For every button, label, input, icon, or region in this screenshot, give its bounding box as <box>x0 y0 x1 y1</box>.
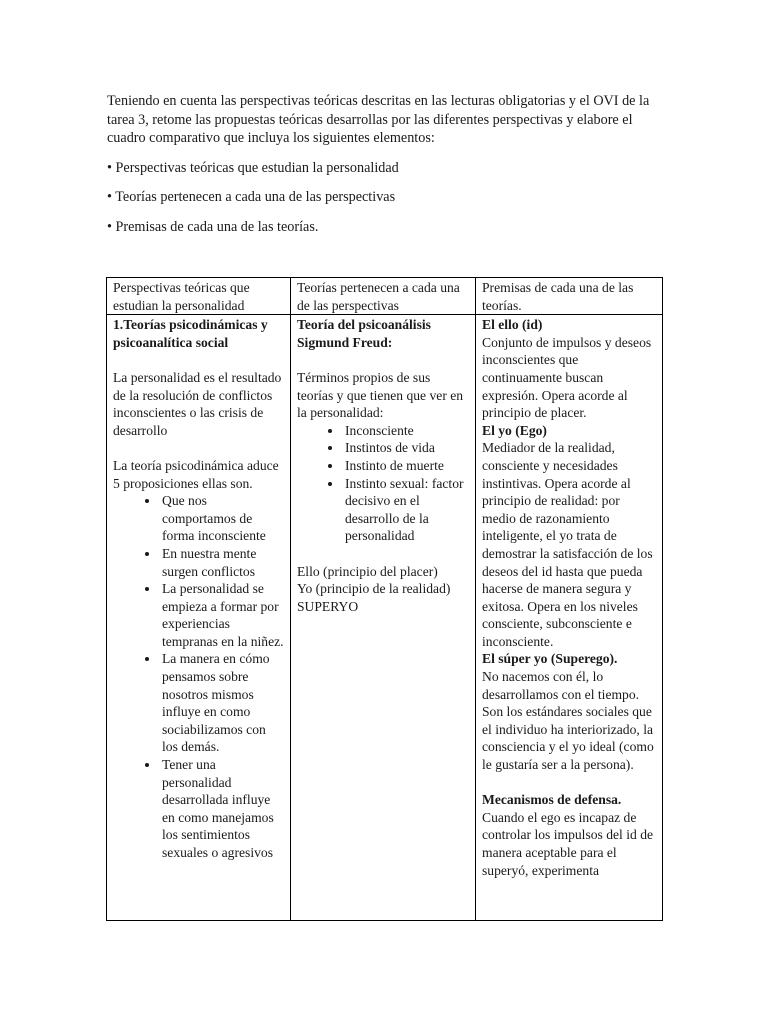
list-item: • En nuestra mente surgen conflictos <box>160 545 284 580</box>
premise-text: Conjunto de impulsos y deseos inconscientes que continuamente buscan expresión. Opera acorde al principio de placer. <box>482 334 652 421</box>
premise-text: Cuando el ego es incapaz de controlar los impulsos del id de manera aceptable para el superyó, experimenta <box>482 809 654 878</box>
header-cell: Premisas de cada una de las teorías. <box>476 278 663 315</box>
premise-heading: El súper yo (Superego). <box>482 651 618 667</box>
intro-bullet: • Premisas de cada una de las teorías. <box>107 218 319 235</box>
superyo-line: SUPERYO <box>297 598 359 614</box>
perspective-intro: La teoría psicodinámica aduce 5 proposiciones ellas son. <box>113 457 279 491</box>
header-cell: Teorías pertenecen a cada una de las perspectivas <box>291 278 476 315</box>
list-item: • Tener una personalidad desarrollada influye en como manejamos los sentimientos sexuales o agresivos <box>160 756 284 862</box>
table-header-row <box>107 278 663 315</box>
ello-line: Ello (principio del placer) <box>297 563 438 579</box>
instructions <box>107 92 667 236</box>
intro-bullet: • Perspectivas teóricas que estudian la personalidad <box>107 159 399 176</box>
header-cell: Perspectivas teóricas que estudian la personalidad <box>107 278 291 315</box>
theory-title: Teoría del psicoanálisis Sigmund Freud: <box>297 317 431 350</box>
perspective-cell <box>107 315 291 921</box>
intro-bullet: • Teorías pertenecen a cada una de las perspectivas <box>107 189 396 205</box>
premise-text: Mediador de la realidad, consciente y necesidades instintivas. Opera acorde al principio de realidad: por medio de razonamiento inteligente, el yo trata de demostrar la satisfacción de los deseos del id hasta que pueda hacerse de manera segura y exitosa. Opera en los niveles consciente, subconsciente e inconsciente. <box>482 440 653 649</box>
list-item: • La personalidad se empieza a formar por experiencias tempranas en la niñez. <box>160 580 284 650</box>
terms-list <box>297 422 469 545</box>
theory-cell <box>291 315 476 921</box>
premise-heading: El ello (id) <box>482 317 543 333</box>
list-item: • La manera en cómo pensamos sobre nosotros mismos influye en como sociabilizamos con los demás. <box>160 650 284 756</box>
premise-heading: Mecanismos de defensa. <box>482 792 622 808</box>
list-item: • Instinto de muerte <box>343 457 469 475</box>
perspective-title: 1.Teorías psicodinámicas y psicoanalítica social <box>113 317 268 350</box>
premise-heading: El yo (Ego) <box>482 422 547 438</box>
propositions-list <box>113 492 284 861</box>
list-item: • Instinto sexual: factor decisivo en el desarrollo de la personalidad <box>343 475 469 545</box>
list-item: • Inconsciente <box>343 422 469 440</box>
yo-line: Yo (principio de la realidad) <box>297 581 451 597</box>
list-item: • Que nos comportamos de forma inconsciente <box>160 492 284 545</box>
intro-paragraph: Teniendo en cuenta las perspectivas teóricas descritas en las lecturas obligatorias y el OVI de la tarea 3, retome las propuestas teóricas desarrollas por las diferentes perspectivas y elabore el cuadro comparativo que incluya los siguientes elementos: <box>107 93 650 146</box>
premise-text: No nacemos con él, lo desarrollamos con el tiempo. Son los estándares sociales que el individuo ha interiorizado, la consciencia y el yo ideal (como le gustaría ser a la persona). <box>482 669 654 773</box>
list-item: • Instintos de vida <box>343 439 469 457</box>
theory-terms-intro: Términos propios de sus teorías y que tienen que ver en la personalidad: <box>297 369 464 421</box>
perspective-definition: La personalidad es el resultado de la resolución de conflictos inconscientes o las crisis de desarrollo <box>113 369 282 438</box>
premises-cell <box>476 315 663 921</box>
table-row <box>107 315 663 921</box>
comparison-table <box>106 277 663 921</box>
